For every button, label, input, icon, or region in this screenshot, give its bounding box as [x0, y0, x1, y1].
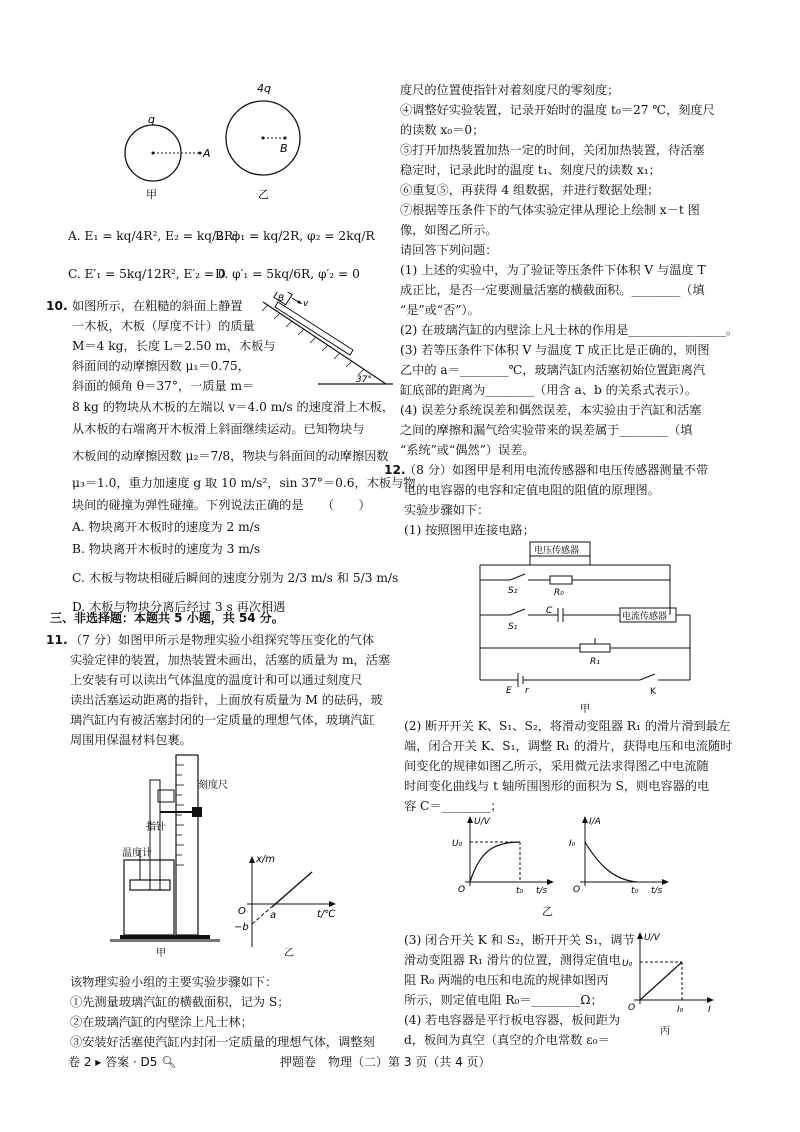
circuit-s1: S₁	[508, 622, 518, 632]
q10-stem-cont	[72, 396, 415, 618]
q12-part3-line: 滑动变阻器 R₁ 滑片的位置，测得定值电	[404, 953, 621, 967]
q11-question: (3) 若等压条件下体积 V 与温度 T 成正比是正确的，则图	[400, 343, 710, 357]
q12-number: 12.	[384, 463, 406, 477]
q11-step: 请回答下列问题：	[400, 243, 498, 257]
q10-option-d: D. 木板与物块分离后经过 3 s 再次相遇	[72, 600, 286, 614]
q11-graph-caption: 乙	[284, 948, 294, 959]
footer-answer-code	[68, 1052, 176, 1072]
ut-x-label: t/s	[536, 886, 548, 894]
q10-line: 8 kg 的物块从木板的左端以 v＝4.0 m/s 的速度滑上木板，	[72, 400, 395, 414]
q9-option-c: C. E′₁ = 5kq/12R², E′₂ = 0	[68, 267, 226, 281]
q11-graph-a: a	[270, 910, 277, 921]
section-three-title: 三、非选择题：本题共 5 小题，共 54 分。	[50, 611, 284, 625]
q9-point-b: B	[280, 142, 288, 155]
q9-option-b: B. φ₁ = kq/2R, φ₂ = 2kq/R	[215, 229, 375, 243]
q9-right-caption: 乙	[258, 188, 269, 201]
q12-line: （8 分）如图甲是利用电流传感器和电压传感器测量不带	[404, 463, 709, 477]
q11-question: (2) 在玻璃汽缸的内壁涂上凡士林的作用是________________。	[400, 323, 739, 337]
q10-fig-angle: 37°	[356, 375, 372, 385]
q11-question: 之间的摩擦和漏气给实验带来的误差属于________（填	[400, 423, 693, 437]
q12-stem	[404, 460, 708, 540]
q10-line: μ₃＝1.0，重力加速度 g 取 10 m/s²，sin 37°＝0.6，木板与物	[72, 476, 416, 490]
q11-question: “系统”或“偶然”）误差。	[400, 443, 535, 457]
ut-o: O	[458, 885, 466, 894]
q11-number: 11.	[46, 633, 68, 647]
q9-point-a: A	[203, 147, 211, 160]
q10-line: 块间的碰撞为弹性碰撞。下列说法正确的是 （ ）	[72, 498, 371, 512]
q10-option-c: C. 木板与物块相碰后瞬间的速度分别为 2/3 m/s 和 5/3 m/s	[72, 571, 399, 585]
footer-left-text: 卷 2 ▸ 答案 · D5	[68, 1055, 158, 1069]
q11-step: ⑦根据等压条件下的气体实验定律从理论上绘制 x－t 图	[400, 203, 700, 217]
q12-graph-i-t	[565, 812, 675, 894]
q11-question: (4) 误差分系统误差和偶然误差，本实验由于汽缸和活塞	[400, 403, 702, 417]
q11-question: 乙中的 a＝________℃，玻璃汽缸内活塞初始位置距离汽	[400, 363, 706, 377]
q12-line: (1) 按照图甲连接电路；	[404, 523, 535, 537]
q12-part3-line: (3) 闭合开关 K 和 S₂，断开开关 S₁，调节	[404, 933, 635, 947]
q11-graph-o: O	[238, 906, 246, 917]
q11-line: 周围用保温材料包裹。	[70, 733, 192, 747]
q12-graph-u-t	[450, 812, 560, 894]
q11-line: 读出活塞运动距离的指针，上面放有质量为 M 的砝码，玻	[70, 693, 383, 707]
q10-line: 木板间的动摩擦因数 μ₂＝7/8，物块与斜面间的动摩擦因数	[72, 449, 389, 463]
q9-left-charge: q	[148, 113, 155, 126]
q12-part3-line: d，板间为真空（真空的介电常数 ε₀＝	[404, 1033, 610, 1047]
q11-step: ④调整好实验装置，记录开始时的温度 t₀＝27 ℃，刻度尺	[400, 103, 715, 117]
q11-steps-intro: 该物理实验小组的主要实验步骤如下：	[70, 975, 278, 989]
q10-option-a: A. 物块离开木板时的速度为 2 m/s	[72, 520, 261, 534]
q9-right-charge: 4q	[257, 82, 271, 95]
q11-step: 度尺的位置使指针对着刻度尺的零刻度；	[400, 83, 620, 97]
q11-step: ⑥重复⑤，再获得 4 组数据，并进行数据处理；	[400, 183, 660, 197]
q12-part2-line: 时间变化曲线与 t 轴所围图形的面积为 S，则电容器的电	[404, 779, 710, 793]
q11-step: ⑤打开加热装置加热一定的时间，关闭加热装置，待活塞	[400, 143, 705, 157]
q11-question: 缸底部的距离为________（用含 a、b 的关系式表示）。	[400, 383, 698, 397]
q11-step: ③安装好活塞使汽缸内封闭一定质量的理想气体，调整刻	[70, 1035, 375, 1049]
ui-caption: 丙	[660, 1026, 670, 1037]
q10-line: 斜面间的动摩擦因数 μ₁＝0.75，	[72, 359, 250, 373]
q11-line: 实验定律的装置，加热装置未画出，活塞的质量为 m，活塞	[70, 653, 391, 667]
q12-part2-line: (2) 断开开关 K、S₁、S₂，将滑动变阻器 R₁ 的滑片滑到最左	[404, 719, 731, 733]
q11-graph-x: t/℃	[317, 909, 336, 920]
q12-line: 实验步骤如下：	[404, 503, 490, 517]
q11-line: 璃汽缸内有被活塞封闭的一定质量的理想气体，玻璃汽缸	[70, 713, 375, 727]
q10-line: 如图所示，在粗糙的斜面上静置	[72, 299, 243, 313]
q10-incline-figure	[258, 292, 398, 392]
circuit-s2: S₂	[508, 586, 518, 596]
q11-label-pointer: 指针	[146, 822, 166, 833]
q11-graph-y: x/m	[256, 854, 276, 865]
q11-question: (1) 上述的实验中，为了验证等压条件下体积 V 与温度 T	[400, 263, 706, 277]
it-y-label: I/A	[589, 817, 601, 827]
q12-graph-u-i	[622, 930, 722, 1040]
q11-steps-right	[400, 80, 738, 460]
circuit-caption: 甲	[580, 704, 590, 715]
q12-part3-line: 阻 R₀ 两端的电压和电流的规律如图丙	[404, 973, 609, 987]
ui-y-label: U/V	[644, 933, 660, 943]
circuit-c: C	[546, 606, 553, 616]
q11-step: 像，如图乙所示。	[400, 223, 498, 237]
q11-step: 的读数 x₀＝0；	[400, 123, 485, 137]
q11-steps-left	[70, 972, 375, 1052]
circuit-voltage-sensor: 电压传感器	[534, 546, 580, 556]
q10-fig-velocity: v	[303, 299, 309, 309]
q11-step: 稳定时，记录此时的温度 t₁、刻度尺的读数 x₁；	[400, 163, 661, 177]
q10-line: 斜面的倾角 θ＝37°，一质量 m＝	[72, 379, 255, 393]
circuit-e: E	[506, 686, 512, 696]
q11-fig-caption: 甲	[156, 948, 166, 959]
q11-line: （7 分）如图甲所示是物理实验小组探究等压变化的气体	[70, 633, 375, 647]
it-x-label: t/s	[651, 886, 663, 894]
q11-step: ②在玻璃汽缸的内壁涂上凡士林；	[70, 1015, 253, 1029]
q12-graphs-caption: 乙	[542, 905, 553, 918]
q10-option-b: B. 物块离开木板时的速度为 3 m/s	[72, 542, 261, 556]
circuit-r1: R₁	[590, 657, 600, 667]
q11-stem	[70, 630, 390, 750]
ui-o: O	[628, 1003, 636, 1013]
q11-step: ①先测量玻璃汽缸的横截面积，记为 S；	[70, 995, 290, 1009]
q12-line: 电的电容器的电容和定值电阻的阻值的原理图。	[404, 483, 660, 497]
q9-option-d: D. φ′₁ = 5kq/6R, φ′₂ = 0	[215, 267, 360, 281]
q12-part2-line: 间变化的规律如图乙所示，采用微元法求得图乙中电流随	[404, 759, 709, 773]
circuit-current-sensor: 电流传感器	[622, 612, 668, 622]
q11-graph-b: −b	[234, 922, 249, 933]
q12-part2-line: 容 C＝________；	[404, 799, 503, 813]
q11-apparatus-figure	[100, 750, 230, 960]
ui-u0: U₀	[622, 959, 633, 969]
ut-u0: U₀	[452, 839, 463, 849]
q11-graph-x-t	[232, 852, 342, 960]
ut-y-label: U/V	[474, 817, 490, 827]
q12-circuit-figure	[470, 540, 730, 715]
q10-stem	[72, 296, 276, 396]
q10-fig-block: B	[278, 294, 285, 304]
search-icon: 🔍︎	[161, 1055, 177, 1069]
q11-label-thermo: 温度计	[122, 848, 152, 859]
q11-question: 成正比，是否一定要测量活塞的横截面积。________（填	[400, 283, 705, 297]
q9-figure	[110, 78, 330, 203]
q10-number: 10.	[46, 299, 68, 313]
q9-left-caption: 甲	[146, 188, 157, 201]
q12-part3	[404, 930, 635, 1050]
q11-line: 上安装有可以读出气体温度的温度计和可以通过刻度尺	[70, 673, 363, 687]
q10-line: 一木板，木板（厚度不计）的质量	[72, 319, 255, 333]
ui-x-label: I	[708, 1005, 711, 1015]
circuit-r0: R₀	[554, 588, 564, 598]
circuit-k: K	[650, 687, 656, 697]
q10-line: 从木板的右端离开木板滑上斜面继续运动。已知物块与	[72, 422, 365, 436]
it-i0: I₀	[569, 839, 576, 849]
q12-part2	[404, 716, 732, 816]
q12-part3-line: 所示，则定值电阻 R₀＝________Ω；	[404, 993, 603, 1007]
q12-part3-line: (4) 若电容器是平行板电容器，板间距为	[404, 1013, 621, 1027]
ui-i0: I₀	[677, 1005, 684, 1015]
ut-t0: t₀	[516, 886, 524, 894]
it-o: O	[573, 885, 581, 894]
footer-page-info: 押题卷 物理（二）第 3 页（共 4 页）	[280, 1055, 491, 1069]
q10-line: M＝4 kg，长度 L＝2.50 m，木板与	[72, 339, 276, 353]
q11-label-ruler: 刻度尺	[198, 780, 228, 791]
q9-option-a: A. E₁ = kq/4R², E₂ = kq/2R²	[68, 229, 239, 243]
circuit-r: r	[525, 686, 529, 696]
q11-question: “是”或“否”）。	[400, 303, 480, 317]
it-t0: t₀	[631, 886, 639, 894]
q12-part2-line: 端，闭合开关 K、S₁，调整 R₁ 的滑片，获得电压和电流随时	[404, 739, 733, 753]
